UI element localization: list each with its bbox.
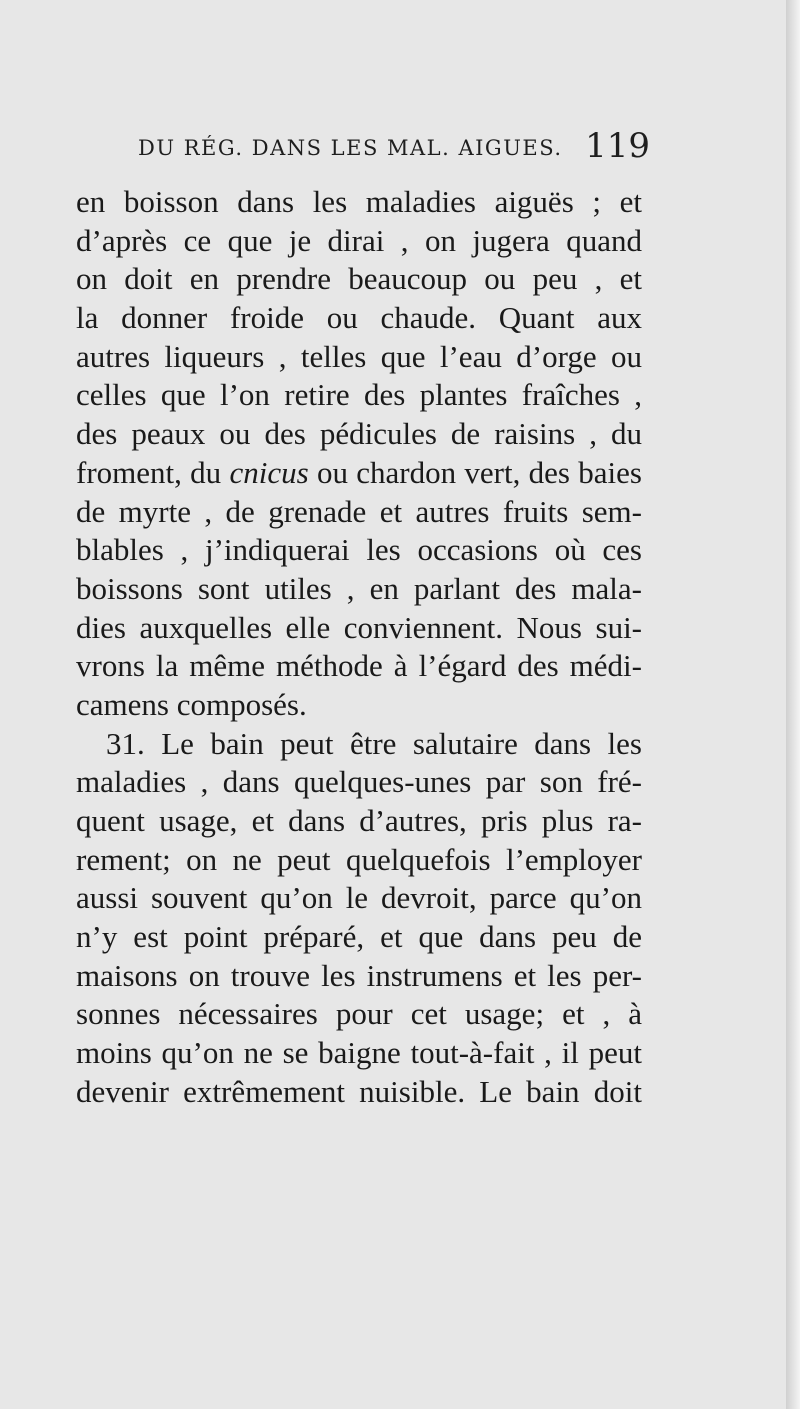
text-fragment: froment, du <box>76 454 230 490</box>
text-line: vrons la même méthode à l’égard des médi- <box>76 648 642 684</box>
text-line: blables , j’indiquerai les occasions où ces <box>76 532 642 568</box>
running-title: DU RÉG. DANS LES MAL. AIGUES. <box>138 136 563 160</box>
text-line: on doit en prendre beaucoup ou peu , et <box>76 261 642 297</box>
text-line: boissons sont utiles , en parlant des mala- <box>76 570 642 606</box>
text-line: maladies , dans quelques-unes par son fré- <box>76 764 642 800</box>
text-line: devenir extrêmement nuisible. Le bain doit <box>76 1073 642 1109</box>
text-line: n’y est point préparé, et que dans peu de <box>76 919 642 955</box>
text-line: rement; on ne peut quelquefois l’employer <box>76 841 642 877</box>
text-line: autres liqueurs , telles que l’eau d’orge ou <box>76 338 642 374</box>
text-line: de myrte , de grenade et autres fruits sem- <box>76 493 642 529</box>
paragraph-last-line: camens composés. <box>76 686 307 722</box>
text-line: quent usage, et dans d’autres, pris plus ra- <box>76 803 642 838</box>
italic-term: cnicus <box>229 454 309 490</box>
page-number: 119 <box>585 126 650 166</box>
text-line: maisons on trouve les instrumens et les per- <box>76 957 642 993</box>
text-line: la donner froide ou chaude. Quant aux <box>76 300 642 336</box>
text-line: sonnes nécessaires pour cet usage; et , à <box>76 996 642 1032</box>
text-line: moins qu’on ne se baigne tout-à-fait , il peut <box>76 1035 642 1071</box>
text-line <box>76 454 642 493</box>
text-fragment: ou chardon vert, des baies <box>308 454 642 490</box>
running-head <box>138 126 650 170</box>
text-line: d’après ce que je dirai , on jugera quand <box>76 222 642 258</box>
text-line: celles que l’on retire des plantes fraîches , <box>76 377 642 413</box>
text-line: en boisson dans les maladies aiguës ; et <box>76 184 642 219</box>
body-text <box>76 183 642 1112</box>
paragraph-first-line: 31. Le bain peut être salutaire dans les <box>106 725 642 761</box>
text-line: dies auxquelles elle conviennent. Nous sui- <box>76 609 642 645</box>
text-line: des peaux ou des pédicules de raisins , du <box>76 416 642 452</box>
text-line: aussi souvent qu’on le devroit, parce qu’on <box>76 880 642 916</box>
